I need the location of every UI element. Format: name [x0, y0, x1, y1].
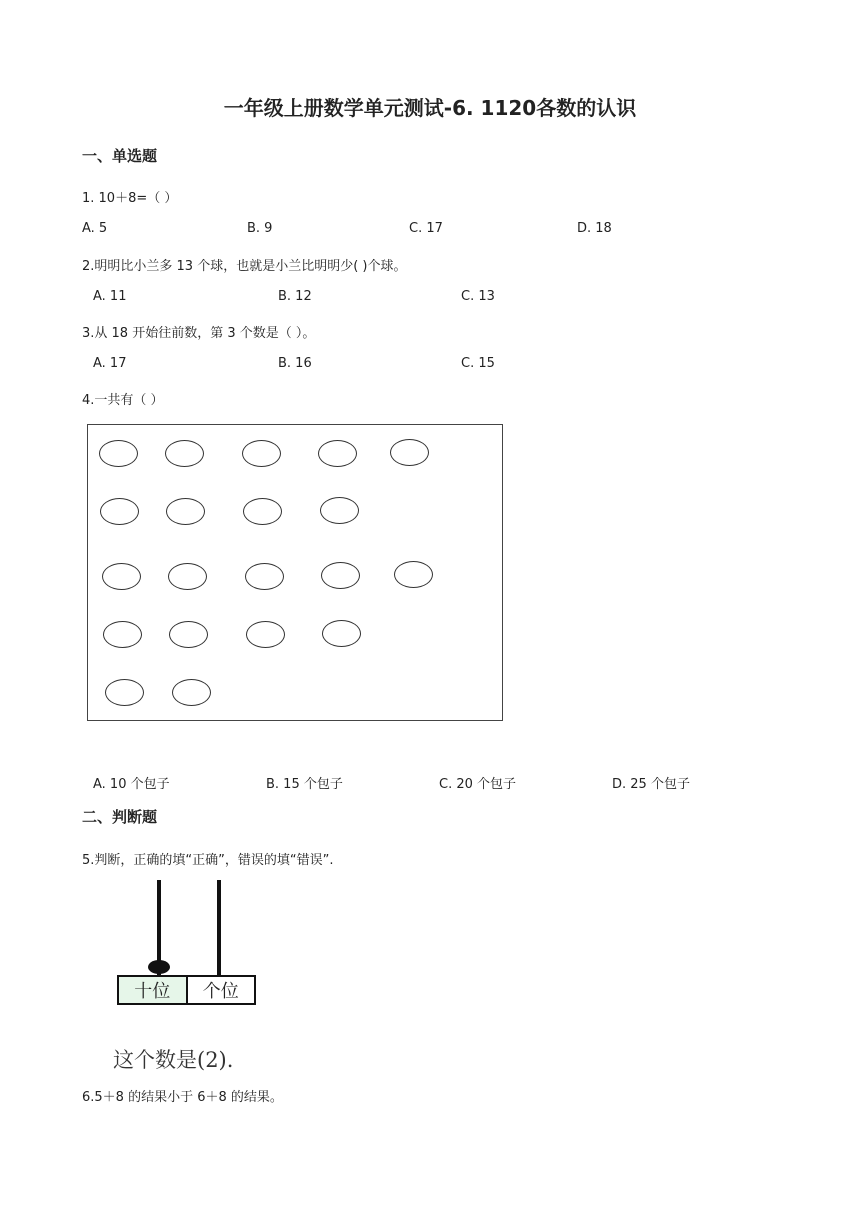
bun-oval	[318, 440, 357, 467]
question-1-stem: 1. 10＋8=（ ）	[82, 191, 178, 206]
question-4-option-d: D. 25 个包子	[612, 777, 690, 792]
tens-place-label: 十位	[119, 977, 188, 1003]
question-5-stem: 5.判断，正确的填“正确”，错误的填“错误”.	[82, 853, 334, 868]
place-value-table	[117, 975, 256, 1005]
ones-rod	[217, 880, 221, 975]
question-3-option-b: B. 16	[278, 356, 312, 371]
question-4-option-b: B. 15 个包子	[266, 777, 343, 792]
bun-oval	[322, 620, 361, 647]
question-2-option-c: C. 13	[461, 289, 495, 304]
bun-oval	[100, 498, 139, 525]
question-2-option-b: B. 12	[278, 289, 312, 304]
question-4-option-a: A. 10 个包子	[93, 777, 170, 792]
bun-oval	[243, 498, 282, 525]
abacus-figure	[112, 880, 262, 1008]
bun-figure	[87, 424, 503, 721]
question-3-option-a: A. 17	[93, 356, 127, 371]
bun-oval	[99, 440, 138, 467]
question-4-stem: 4.一共有（ ）	[82, 393, 164, 408]
question-1-option-c: C. 17	[409, 221, 443, 236]
question-5-statement: 这个数是(2).	[113, 1048, 234, 1072]
question-2-option-a: A. 11	[93, 289, 127, 304]
bun-oval	[165, 440, 204, 467]
section-heading-true-false: 二、判断题	[82, 808, 158, 826]
section-heading-single-choice: 一、单选题	[82, 147, 158, 165]
question-6-stem: 6.5＋8 的结果小于 6＋8 的结果。	[82, 1090, 283, 1105]
bun-oval	[172, 679, 211, 706]
bun-oval	[169, 621, 208, 648]
question-1-option-a: A. 5	[82, 221, 108, 236]
ones-place-label: 个位	[202, 981, 239, 1002]
tens-bead	[148, 960, 170, 974]
bun-oval	[242, 440, 281, 467]
bun-oval	[168, 563, 207, 590]
question-3-stem: 3.从 18 开始往前数，第 3 个数是（ ）。	[82, 326, 316, 341]
bun-oval	[321, 562, 360, 589]
bun-oval	[390, 439, 429, 466]
bun-oval	[102, 563, 141, 590]
bun-oval	[166, 498, 205, 525]
page-title: 一年级上册数学单元测试-6. 1120各数的认识	[223, 96, 637, 120]
question-1-option-b: B. 9	[247, 221, 273, 236]
question-2-stem: 2.明明比小兰多 13 个球，也就是小兰比明明少( )个球。	[82, 259, 407, 274]
question-3-option-c: C. 15	[461, 356, 495, 371]
bun-oval	[246, 621, 285, 648]
bun-oval	[103, 621, 142, 648]
question-1-option-d: D. 18	[577, 221, 612, 236]
bun-oval	[105, 679, 144, 706]
bun-oval	[320, 497, 359, 524]
question-4-option-c: C. 20 个包子	[439, 777, 517, 792]
bun-oval	[394, 561, 433, 588]
bun-oval	[245, 563, 284, 590]
